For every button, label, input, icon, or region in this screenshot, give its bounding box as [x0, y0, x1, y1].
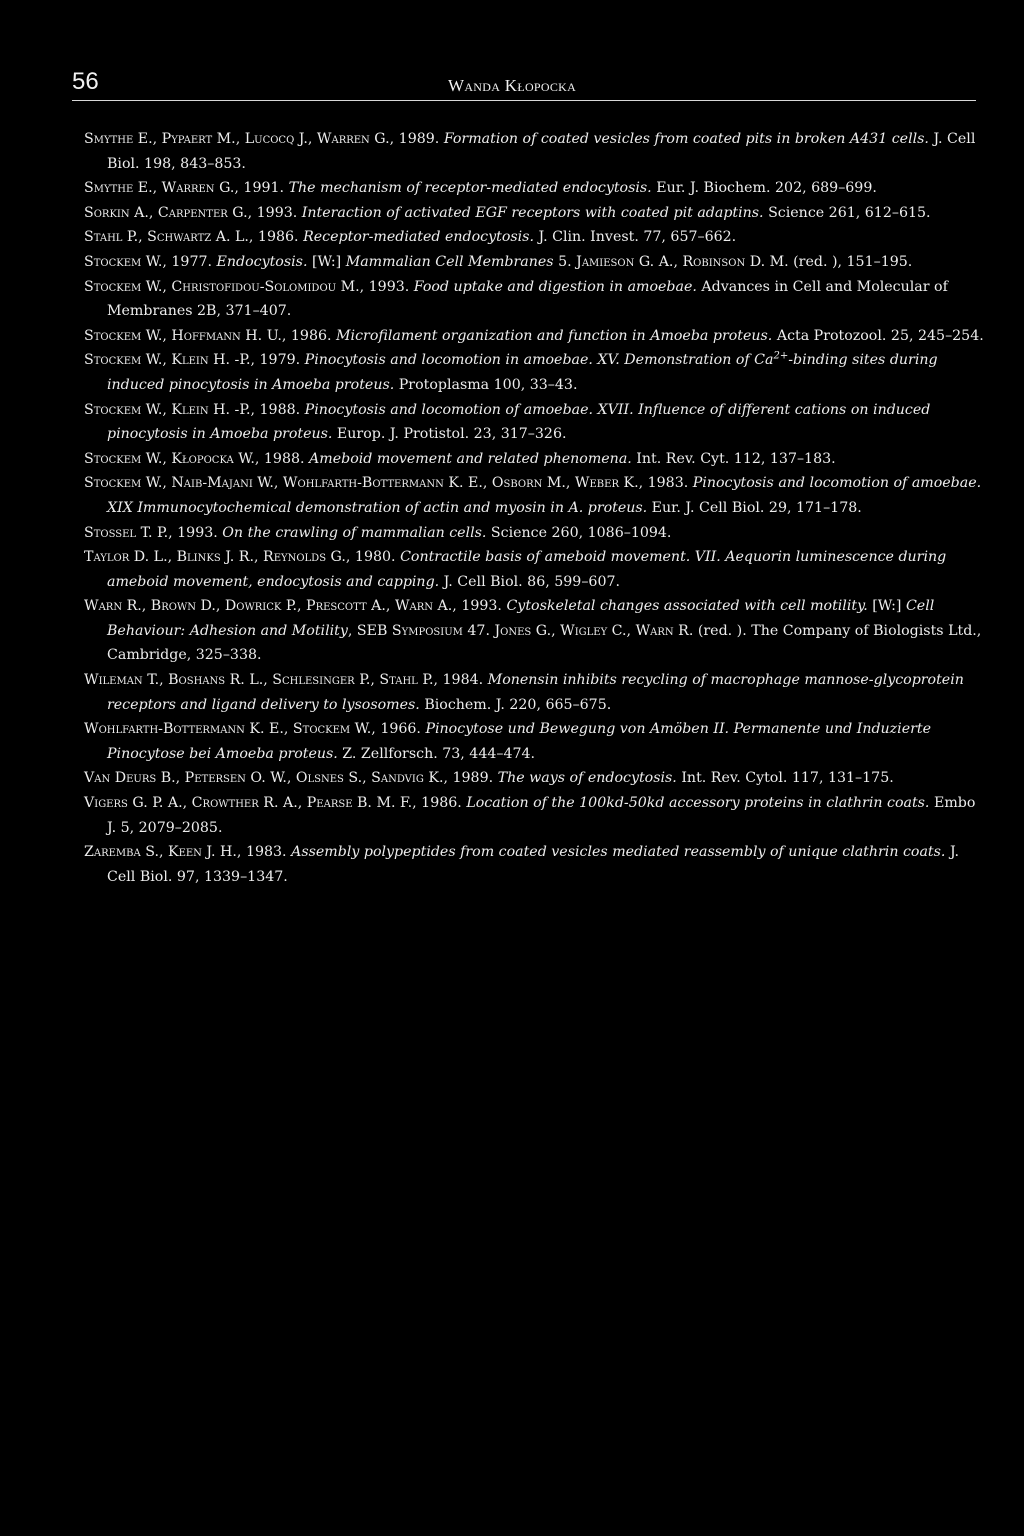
ref-title: Pinocytosis and locomotion of amoebae. XIX Immunocytochemical demonstration of actin and myosin in A. proteus.: [107, 475, 982, 516]
ref-source: J. Cell Biol. 198, 843–853.: [107, 131, 976, 172]
reference-item: [84, 275, 984, 324]
ref-year: , 1980.: [345, 549, 401, 566]
ref-title: Formation of coated vesicles from coated pits in broken A431 cells.: [443, 131, 929, 147]
ref-book-title: Mammalian Cell Membranes: [345, 253, 554, 270]
reference-item: [84, 840, 984, 889]
ref-year: , 1989.: [389, 131, 444, 147]
ref-source: Int. Rev. Cyt. 112, 137–183.: [631, 450, 836, 467]
ref-year: , 1988.: [254, 450, 310, 467]
ref-authors: Warn R., Brown D., Dowrick P., Prescott A., Warn A.: [84, 598, 453, 615]
ref-source: Eur. J. Cell Biol. 29, 171–178.: [647, 499, 862, 516]
reference-item: [84, 250, 984, 275]
ref-authors: Wohlfarth-Bottermann K. E., Stockem W.: [84, 721, 372, 738]
ref-title: Pinocytose und Bewegung von Amöben II. Permanente und Induzierte Pinocytose bei Amoeba proteus.: [107, 721, 931, 762]
ref-title: Location of the 100kd-50kd accessory proteins in clathrin coats.: [466, 795, 930, 812]
ref-source: Eur. J. Biochem. 202, 689–699.: [651, 180, 877, 197]
reference-item: [84, 791, 984, 840]
reference-item: [84, 225, 984, 250]
ref-source: Science 260, 1086–1094.: [486, 524, 672, 541]
ref-title: The ways of endocytosis.: [497, 770, 677, 787]
ref-title: Interaction of activated EGF receptors with coated pit adaptins.: [301, 204, 764, 221]
ref-source: Protoplasma 100, 33–43.: [394, 376, 578, 393]
ref-title: Cytoskeletal changes associated with cell motility.: [506, 598, 868, 615]
ref-year: , 1983.: [638, 475, 693, 492]
ref-title: Microfilament organization and function in Amoeba proteus.: [336, 327, 773, 344]
ref-authors: Zaremba S., Keen J. H.: [84, 844, 237, 861]
ref-source: Science 261, 612–615.: [763, 204, 931, 221]
ref-year: , 1993.: [452, 598, 507, 615]
ref-authors: Smythe E., Pypaert M., Lucocq J., Warren G.: [84, 131, 390, 147]
ref-title: On the crawling of mammalian cells.: [222, 524, 487, 541]
running-head: Wanda Kłopocka: [448, 76, 577, 95]
ref-tail: (red. ), 151–195.: [788, 253, 913, 270]
reference-item: [84, 717, 984, 766]
ref-year: , 1986.: [281, 327, 337, 344]
reference-item: [84, 127, 984, 176]
ref-source: [W:]: [307, 253, 346, 270]
ref-year: , 1986.: [412, 795, 467, 812]
ref-title: Receptor-mediated endocytosis.: [303, 229, 534, 246]
ref-authors: Smythe E., Warren G.: [84, 180, 235, 197]
ref-source: J. Cell Biol. 97, 1339–1347.: [107, 844, 960, 885]
reference-item: [84, 594, 984, 668]
ref-year: , 1989.: [443, 770, 498, 787]
reference-item: [84, 201, 984, 226]
reference-item: [84, 668, 984, 717]
ref-year: , 1993.: [359, 278, 414, 295]
ref-year: , 1993.: [168, 524, 223, 541]
ref-source: Z. Zellforsch. 73, 444–474.: [337, 745, 536, 762]
ref-title: The mechanism of receptor-mediated endocytosis.: [288, 180, 652, 197]
ref-source: J. Clin. Invest. 77, 657–662.: [533, 229, 737, 246]
reference-item: [84, 348, 984, 397]
reference-item: [84, 398, 984, 447]
ref-authors: Stahl P., Schwartz A. L.: [84, 229, 249, 246]
ref-year: , 1977.: [162, 253, 217, 270]
reference-item: [84, 545, 984, 594]
ref-title: Assembly polypeptides from coated vesicles mediated reassembly of unique clathrin coats.: [291, 844, 946, 861]
ref-authors: Taylor D. L., Blinks J. R., Reynolds G.: [84, 549, 346, 566]
ref-authors: Stockem W., Hoffmann H. U.: [84, 327, 282, 344]
ref-title: Food uptake and digestion in amoebae.: [413, 278, 697, 295]
ref-title: Pinocytosis and locomotion of amoebae. XVII. Influence of different cations on induced pinocytosis in Amoeba proteus.: [107, 401, 931, 443]
ref-year: , 1979.: [250, 352, 305, 369]
ref-source: Embo J. 5, 2079–2085.: [107, 795, 976, 836]
ref-authors: Stockem W., Klein H. -P.: [84, 352, 251, 369]
ref-editors: 5. Jamieson G. A., Robinson D. M.: [553, 253, 789, 270]
ref-title-cont: -binding sites during induced pinocytosis in Amoeba proteus.: [107, 352, 938, 393]
ref-source: Advances in Cell and Molecular of Membranes 2B, 371–407.: [107, 278, 948, 320]
ref-title: Contractile basis of ameboid movement. VII. Aequorin luminescence during ameboid movement, endocytosis and capping.: [107, 549, 947, 590]
reference-item: [84, 324, 984, 349]
ref-authors: Stockem W., Kłopocka W.: [84, 450, 255, 467]
reference-item: [84, 447, 984, 472]
ref-authors: Sorkin A., Carpenter G.: [84, 204, 248, 221]
ref-year: , 1993.: [247, 204, 302, 221]
ref-title: Endocytosis.: [216, 253, 308, 270]
ref-source: Acta Protozool. 25, 245–254.: [772, 327, 984, 344]
ref-year: , 1986.: [248, 229, 304, 246]
ref-title: Monensin inhibits recycling of macrophage mannose-glycoprotein receptors and ligand delivery to lysosomes.: [107, 672, 964, 713]
ref-year: , 1966.: [371, 721, 426, 738]
ref-book-title: Cell Behaviour: Adhesion and Motility: [107, 598, 935, 639]
ref-authors: Stockem W., Christofidou-Solomidou M.: [84, 278, 360, 295]
ref-authors: Stockem W., Klein H. -P.: [84, 401, 251, 418]
ref-editors: , SEB Symposium 47. Jones G., Wigley C., Warn R.: [347, 622, 694, 639]
ref-source: Biochem. J. 220, 665–675.: [419, 696, 612, 713]
page-number: 56: [72, 68, 99, 95]
ref-authors: Stossel T. P.: [84, 524, 169, 541]
ref-title-superscript: 2+: [773, 350, 789, 362]
ref-year: , 1983.: [236, 844, 292, 861]
ref-tail: (red. ). The Company of Biologists Ltd., Cambridge, 325–338.: [107, 622, 982, 664]
ref-authors: Vigers G. P. A., Crowther R. A., Pearse B. M. F.: [84, 795, 413, 812]
ref-authors: Stockem W., Naib-Majani W., Wohlfarth-Bottermann K. E., Osborn M., Weber K.: [84, 475, 639, 492]
reference-item: [84, 766, 984, 791]
ref-year: , 1991.: [234, 180, 289, 197]
page-header: [72, 68, 976, 100]
reference-item: [84, 176, 984, 201]
ref-source: J. Cell Biol. 86, 599–607.: [439, 573, 621, 590]
ref-year: , 1984.: [433, 672, 488, 689]
ref-authors: Stockem W.: [84, 253, 163, 270]
ref-authors: Wileman T., Boshans R. L., Schlesinger P., Stahl P.: [84, 672, 434, 689]
reference-list: [84, 127, 984, 889]
ref-source: Europ. J. Protistol. 23, 317–326.: [332, 426, 567, 443]
ref-title: Pinocytosis and locomotion in amoebae. XV. Demonstration of Ca: [304, 352, 774, 369]
header-rule: [72, 100, 976, 101]
ref-title: Ameboid movement and related phenomena.: [309, 450, 632, 467]
ref-year: , 1988.: [250, 401, 305, 418]
ref-source: Int. Rev. Cytol. 117, 131–175.: [676, 770, 894, 787]
ref-source: [W:]: [867, 598, 906, 615]
reference-item: [84, 521, 984, 546]
reference-item: [84, 471, 984, 520]
ref-authors: Van Deurs B., Petersen O. W., Olsnes S., Sandvig K.: [84, 770, 444, 787]
